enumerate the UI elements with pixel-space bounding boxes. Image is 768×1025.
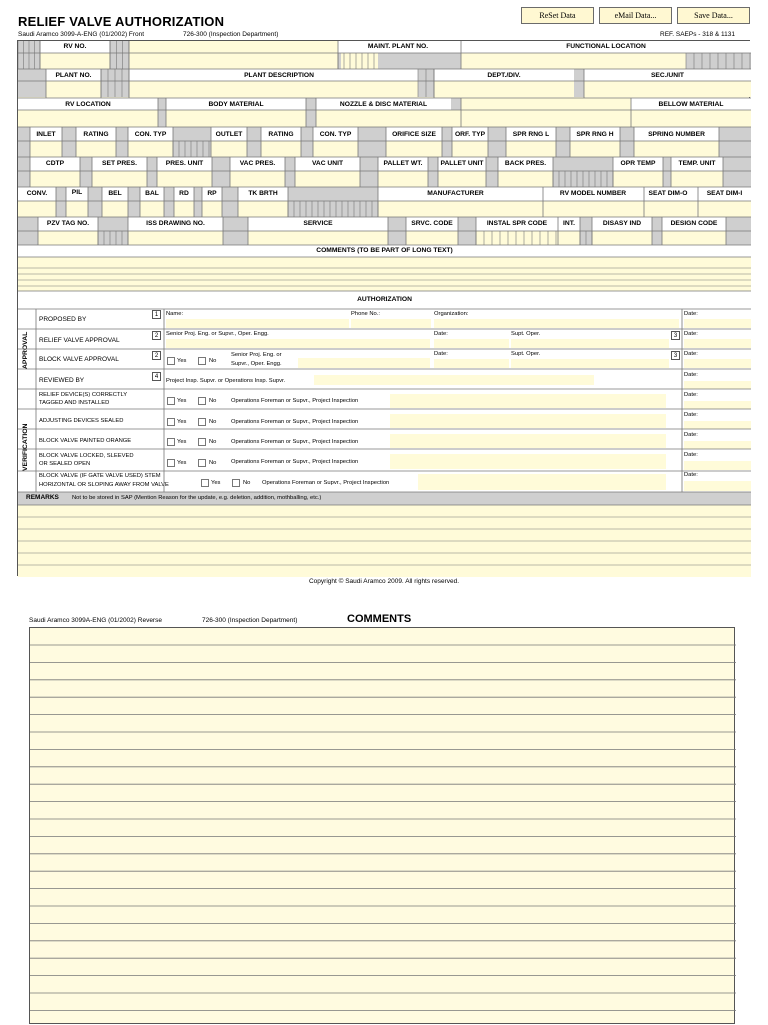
- service-input[interactable]: [248, 231, 388, 245]
- label-bel: BEL: [108, 190, 122, 197]
- form-reference: REF. SAEPs - 318 & 1131: [660, 31, 736, 38]
- verify-stem-no-checkbox[interactable]: [232, 479, 240, 487]
- remarks-note: Not to be stored in SAP (Mention Reason for the update, e.g. deletion, addition, mothballing, etc.): [72, 495, 322, 501]
- email-data-button[interactable]: eMail Data...: [599, 7, 672, 24]
- material-extra-input[interactable]: [461, 98, 631, 128]
- form-department: 726-300 (Inspection Department): [183, 31, 279, 38]
- pallet-wt-input[interactable]: [378, 171, 428, 187]
- label-bellow-material: BELLOW MATERIAL: [658, 101, 724, 108]
- comments-header: COMMENTS (TO BE PART OF LONG TEXT): [316, 247, 453, 254]
- verify-painted-yes-checkbox[interactable]: [167, 438, 175, 446]
- step-2b-badge: 2: [152, 351, 161, 360]
- relief-supt-date-input[interactable]: [684, 339, 751, 348]
- reverse-comments-title: COMMENTS: [347, 613, 412, 625]
- inlet-input[interactable]: [30, 141, 62, 157]
- reviewed-by-label: REVIEWED BY: [39, 377, 85, 384]
- rd-input[interactable]: [174, 201, 194, 217]
- block-supt-date-input[interactable]: [684, 359, 751, 368]
- verify-sealed-no-checkbox[interactable]: [198, 418, 206, 426]
- label-rv-no: RV NO.: [63, 43, 87, 50]
- inlet-rating-input[interactable]: [76, 141, 116, 157]
- no-label: No: [209, 398, 217, 404]
- reviewed-date-label: Date:: [684, 372, 698, 378]
- no-label: No: [243, 480, 251, 486]
- verify-locked-yes-checkbox[interactable]: [167, 459, 175, 467]
- verify-sealed-label: ADJUSTING DEVICES SEALED: [39, 418, 124, 424]
- senior-engineer-line1: Senior Proj. Eng. or: [231, 352, 282, 358]
- block-supt-label: Supt. Oper.: [511, 351, 541, 357]
- cdtp-input[interactable]: [30, 171, 80, 187]
- verify-tagged-date-label: Date:: [684, 392, 698, 398]
- reverse-form-id: Saudi Aramco 3099A-ENG (01/2002) Reverse: [29, 617, 162, 624]
- tk-brth-input[interactable]: [238, 201, 288, 217]
- label-iss-drawing-no: ISS DRAWING NO.: [146, 220, 205, 227]
- inlet-con-typ-input[interactable]: [128, 141, 173, 157]
- verify-tagged-date-input[interactable]: [684, 401, 751, 409]
- no-label: No: [209, 419, 217, 425]
- verify-tagged-input[interactable]: [390, 394, 666, 408]
- verify-sealed-date-label: Date:: [684, 412, 698, 418]
- opr-temp-input[interactable]: [613, 171, 663, 187]
- vac-pres-input[interactable]: [230, 171, 285, 187]
- label-orifice-size: ORIFICE SIZE: [392, 131, 436, 138]
- verify-stem-date-input[interactable]: [684, 481, 751, 491]
- maint-plant-no-input[interactable]: [341, 53, 378, 69]
- label-sec-unit: SEC./UNIT: [650, 72, 685, 79]
- verify-sealed-input[interactable]: [390, 414, 666, 428]
- label-inlet-con-typ: CON. TYP: [134, 131, 167, 138]
- supt-oper-label: Supt. Oper.: [511, 331, 541, 337]
- verify-locked-line2: OR SEALED OPEN: [39, 461, 91, 467]
- bellow-material-input[interactable]: [631, 110, 751, 128]
- pzv-tag-no-input[interactable]: [38, 231, 98, 245]
- seat-dim-i-input[interactable]: [698, 201, 751, 217]
- comments-long-text-input[interactable]: [18, 257, 751, 291]
- label-vac-pres: VAC PRES.: [239, 160, 276, 167]
- pallet-unit-input[interactable]: [438, 171, 486, 187]
- reverse-comments-input[interactable]: [29, 627, 735, 1024]
- save-data-button[interactable]: Save Data...: [677, 7, 750, 24]
- verify-stem-line2: HORIZONTAL OR SLOPING AWAY FROM VALVE: [39, 482, 169, 488]
- label-instal-spr-code: INSTAL SPR CODE: [486, 220, 548, 227]
- project-insp-label: Project Insp. Supvr. or Operations Insp. Supvr.: [166, 378, 286, 384]
- verify-locked-line1: BLOCK VALVE LOCKED, SLEEVED: [39, 453, 134, 459]
- step-4-badge: 4: [152, 372, 161, 381]
- label-outlet-con-typ: CON. TYP: [319, 131, 352, 138]
- label-seat-dim-i: SEAT DIM-I: [706, 190, 743, 197]
- yes-label: Yes: [177, 358, 187, 364]
- verify-locked-date-label: Date:: [684, 452, 698, 458]
- verify-tagged-yes-checkbox[interactable]: [167, 397, 175, 405]
- iss-drawing-no-input[interactable]: [128, 231, 223, 245]
- remarks-input[interactable]: [18, 505, 751, 577]
- design-code-input[interactable]: [662, 231, 726, 245]
- senior-engineer-label: Senior Proj. Eng. or Supvr., Oper. Engg.: [166, 331, 269, 337]
- bel-input[interactable]: [102, 201, 128, 217]
- yes-label: Yes: [211, 480, 221, 486]
- outlet-rating-input[interactable]: [261, 141, 301, 157]
- verify-locked-input[interactable]: [390, 454, 666, 469]
- label-rd: RD: [179, 190, 189, 197]
- label-design-code: DESIGN CODE: [670, 220, 718, 227]
- block-approval-name-input[interactable]: [298, 358, 430, 368]
- proposed-phone-input[interactable]: [351, 319, 431, 328]
- block-valve-approval-label: BLOCK VALVE APPROVAL: [39, 356, 119, 363]
- label-pres-unit: PRES. UNIT: [165, 160, 204, 167]
- label-int: INT.: [563, 220, 575, 227]
- no-label: No: [209, 439, 217, 445]
- approval-side-label: APPROVAL: [22, 331, 29, 369]
- disasy-ind-input[interactable]: [592, 231, 652, 245]
- label-pallet-wt: PALLET WT.: [383, 160, 423, 167]
- rv-no-extra-input[interactable]: [129, 41, 338, 69]
- reviewed-date-input[interactable]: [684, 381, 751, 389]
- label-outlet-rating: RATING: [268, 131, 294, 138]
- comments-ruled-lines: [30, 628, 736, 1025]
- verify-locked-no-checkbox[interactable]: [198, 459, 206, 467]
- step-2-badge: 2: [152, 331, 161, 340]
- verify-stem-line1: BLOCK VALVE (IF GATE VALVE USED) STEM: [39, 473, 161, 479]
- label-seat-dim-o: SEAT DIM-O: [648, 190, 688, 197]
- nozzle-disc-material-input[interactable]: [316, 110, 461, 128]
- proposed-by-label: PROPOSED BY: [39, 316, 87, 323]
- relief-supt-input[interactable]: [511, 339, 669, 348]
- proposed-name-input[interactable]: [166, 319, 349, 328]
- spr-rng-l-input[interactable]: [506, 141, 556, 157]
- relief-valve-approval-label: RELIEF VALVE APPROVAL: [39, 337, 120, 344]
- label-vac-unit: VAC UNIT: [311, 160, 344, 167]
- label-functional-location: FUNCTIONAL LOCATION: [566, 43, 646, 50]
- label-plant-description: PLANT DESCRIPTION: [244, 72, 314, 79]
- label-temp-unit: TEMP. UNIT: [678, 160, 716, 167]
- senior-engineer-line2: Supvr., Oper. Engg.: [231, 361, 282, 367]
- label-rv-location: RV LOCATION: [65, 101, 111, 108]
- verify-painted-no-checkbox[interactable]: [198, 438, 206, 446]
- dept-div-input[interactable]: [434, 81, 574, 97]
- label-cdtp: CDTP: [45, 160, 65, 167]
- spring-number-input[interactable]: [634, 141, 719, 157]
- bal-input[interactable]: [140, 201, 164, 217]
- label-srvc-code: SRVC. CODE: [411, 220, 453, 227]
- label-plant-no: PLANT NO.: [55, 72, 92, 79]
- verify-painted-label: BLOCK VALVE PAINTED ORANGE: [39, 438, 132, 444]
- body-material-input[interactable]: [166, 110, 306, 128]
- reviewed-by-input[interactable]: [314, 375, 594, 385]
- proposed-organization-input[interactable]: [434, 319, 679, 328]
- outlet-con-typ-input[interactable]: [313, 141, 358, 157]
- no-label: No: [209, 358, 217, 364]
- verify-painted-date-label: Date:: [684, 432, 698, 438]
- back-pres-input[interactable]: [498, 171, 553, 187]
- verification-side-label: VERIFICATION: [22, 423, 29, 471]
- foreman-label: Operations Foreman or Supvr., Project Inspection: [231, 419, 359, 425]
- orifice-size-input[interactable]: [386, 141, 442, 157]
- reset-data-button[interactable]: ReSet Data: [521, 7, 594, 24]
- verify-locked-date-input[interactable]: [684, 461, 751, 470]
- reverse-department: 726-300 (Inspection Department): [202, 617, 298, 624]
- label-spring-number: SPRING NUMBER: [648, 131, 705, 138]
- verify-stem-date-label: Date:: [684, 472, 698, 478]
- verify-tagged-line1: RELIEF DEVICE(S) CORRECTLY: [39, 392, 128, 398]
- conv-input[interactable]: [18, 201, 56, 217]
- foreman-label: Operations Foreman or Supvr., Project Inspection: [231, 439, 359, 445]
- outlet-input[interactable]: [211, 141, 247, 157]
- foreman-label: Operations Foreman or Supvr., Project Inspection: [231, 398, 359, 404]
- label-rv-model-number: RV MODEL NUMBER: [559, 190, 627, 197]
- step-3b-badge: 3: [671, 351, 680, 360]
- block-supt-input[interactable]: [511, 359, 669, 368]
- label-inlet: INLET: [36, 131, 56, 138]
- pres-unit-input[interactable]: [157, 171, 212, 187]
- instal-spr-code-input[interactable]: [476, 231, 558, 245]
- form-title: RELIEF VALVE AUTHORIZATION: [18, 14, 225, 29]
- label-spr-rng-l: SPR RNG L: [512, 131, 550, 138]
- orf-typ-input[interactable]: [452, 141, 488, 157]
- label-spr-rng-h: SPR RNG H: [576, 131, 614, 138]
- yes-label: Yes: [177, 439, 187, 445]
- label-service: SERVICE: [303, 220, 333, 227]
- verify-stem-yes-checkbox[interactable]: [201, 479, 209, 487]
- verify-painted-input[interactable]: [390, 434, 666, 448]
- temp-unit-input[interactable]: [671, 171, 723, 187]
- label-back-pres: BACK PRES.: [504, 160, 547, 167]
- seat-dim-o-input[interactable]: [644, 201, 696, 217]
- rp-input[interactable]: [202, 201, 222, 217]
- relief-approval-name-input[interactable]: [166, 339, 430, 348]
- foreman-label: Operations Foreman or Supvr., Project Inspection: [231, 459, 359, 465]
- copyright-notice: Copyright © Saudi Aramco 2009. All rights reserved.: [308, 578, 460, 585]
- label-inlet-rating: RATING: [83, 131, 109, 138]
- label-maint-plant-no: MAINT. PLANT NO.: [367, 43, 429, 50]
- label-rp: RP: [207, 190, 217, 197]
- remarks-label: REMARKS: [26, 494, 59, 501]
- verify-sealed-yes-checkbox[interactable]: [167, 418, 175, 426]
- relief-valve-form: [17, 40, 750, 576]
- sec-unit-input[interactable]: [584, 81, 751, 97]
- label-manufacturer: MANUFACTURER: [427, 190, 484, 197]
- rv-model-number-input[interactable]: [543, 201, 644, 217]
- label-nozzle-disc-material: NOZZLE & DISC MATERIAL: [339, 101, 428, 108]
- manufacturer-input[interactable]: [378, 201, 543, 217]
- relief-approval-date-input[interactable]: [434, 339, 509, 348]
- yes-label: Yes: [177, 398, 187, 404]
- plant-no-input[interactable]: [46, 81, 101, 97]
- step-1-badge: 1: [152, 310, 161, 319]
- label-pallet-unit: PALLET UNIT: [440, 160, 484, 167]
- label-body-material: BODY MATERIAL: [208, 101, 264, 108]
- label-disasy-ind: DISASY IND: [602, 220, 642, 227]
- label-orf-typ: ORF. TYP: [454, 131, 486, 138]
- foreman-label: Operations Foreman or Supvr., Project Inspection: [262, 480, 390, 486]
- name-label: Name:: [166, 311, 184, 317]
- block-approval-no-checkbox[interactable]: [198, 357, 206, 365]
- verify-painted-date-input[interactable]: [684, 441, 751, 449]
- block-approval-date-label: Date:: [434, 351, 448, 357]
- label-pil: PIL: [71, 189, 83, 196]
- srvc-code-input[interactable]: [406, 231, 458, 245]
- rv-no-input[interactable]: [40, 53, 110, 69]
- label-dept-div: DEPT./DIV.: [487, 72, 521, 79]
- yes-label: Yes: [177, 419, 187, 425]
- label-conv: CONV.: [26, 190, 48, 197]
- verify-sealed-date-input[interactable]: [684, 421, 751, 429]
- label-outlet: OUTLET: [215, 131, 243, 138]
- block-approval-date-input[interactable]: [434, 359, 509, 368]
- label-bal: BAL: [145, 190, 159, 197]
- verify-stem-input[interactable]: [418, 474, 666, 490]
- vac-unit-input[interactable]: [295, 171, 360, 187]
- plant-description-input[interactable]: [129, 81, 429, 97]
- rv-location-input[interactable]: [18, 110, 158, 128]
- functional-location-input[interactable]: [461, 53, 686, 69]
- proposed-date-label: Date:: [684, 311, 698, 317]
- label-opr-temp: OPR TEMP: [620, 160, 656, 167]
- spr-rng-h-input[interactable]: [570, 141, 620, 157]
- yes-label: Yes: [177, 460, 187, 466]
- pil-input[interactable]: [66, 201, 88, 217]
- form-id: Saudi Aramco 3099-A-ENG (01/2002) Front: [18, 31, 145, 38]
- relief-supt-date-label: Date:: [684, 331, 698, 337]
- block-approval-yes-checkbox[interactable]: [167, 357, 175, 365]
- verify-tagged-line2: TAGGED AND INSTALLED: [39, 400, 110, 406]
- block-supt-date-label: Date:: [684, 351, 698, 357]
- authorization-header: AUTHORIZATION: [357, 296, 412, 303]
- verify-tagged-no-checkbox[interactable]: [198, 397, 206, 405]
- label-pzv-tag-no: PZV TAG NO.: [46, 220, 90, 227]
- organization-label: Organization:: [434, 311, 469, 317]
- label-set-pres: SET PRES.: [102, 160, 137, 167]
- no-label: No: [209, 460, 217, 466]
- int-input[interactable]: [558, 231, 580, 245]
- relief-approval-date-label: Date:: [434, 331, 448, 337]
- set-pres-input[interactable]: [92, 171, 147, 187]
- label-tk-brth: TK BRTH: [248, 190, 278, 197]
- proposed-date-input[interactable]: [684, 319, 751, 328]
- phone-label: Phone No.:: [351, 311, 381, 317]
- step-3-badge: 3: [671, 331, 680, 340]
